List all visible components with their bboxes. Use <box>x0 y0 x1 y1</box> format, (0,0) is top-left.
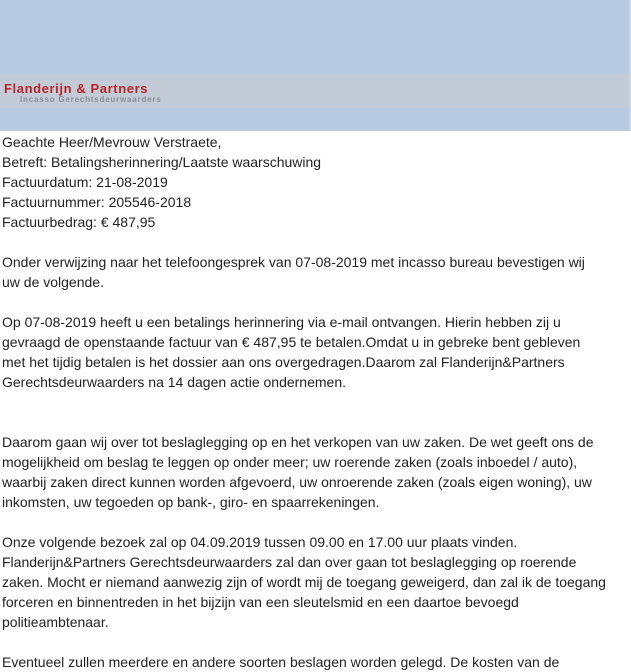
text-line: uw de volgende. <box>2 274 104 290</box>
text-line: Flanderijn&Partners Gerechtsdeurwaarders zal dan over gaan tot beslaglegging op roerende <box>2 554 577 570</box>
subject-line: Betreft: Betalingsherinnering/Laatste waarschuwing <box>2 154 322 170</box>
text-line: Onder verwijzing naar het telefoongesprek van 07-08-2019 met incasso bureau bevestigen wij <box>2 254 585 270</box>
text-line: met het tijdig betalen is het dossier aan ons overgedragen.Daarom zal Flanderijn&Partners <box>2 354 565 370</box>
header-banner <box>0 0 631 131</box>
invoice-number: Factuurnummer: 205546-2018 <box>2 194 192 210</box>
text-line: Op 07-08-2019 heeft u een betalings herinnering via e-mail ontvangen. Hierin hebben zij u <box>2 314 561 330</box>
invoice-date: Factuurdatum: 21-08-2019 <box>2 174 168 190</box>
text-line: politieambtenaar. <box>2 614 109 630</box>
text-line: waarbij zaken direct kunnen worden afgevoerd, uw onroerende zaken (zoals eigen woning), uw <box>2 474 592 490</box>
text-line: mogelijkheid om beslag te leggen op onder meer; uw roerende zaken (zoals inboedel / auto), <box>2 454 578 470</box>
text-line: Gerechtsdeurwaarders na 14 dagen actie ondernemen. <box>2 374 346 390</box>
invoice-amount: Factuurbedrag: € 487,95 <box>2 214 156 230</box>
text-line: inkomsten, uw tegoeden op bank-, giro- en spaarrekeningen. <box>2 494 380 510</box>
text-line: gevraagd de openstaande factuur van € 487,95 te betalen.Omdat u in gebreke bent gebleven <box>2 334 581 350</box>
company-logo <box>4 82 162 104</box>
logo-tagline: Incasso Gerechtsdeurwaarders <box>20 95 162 104</box>
text-line: Daarom gaan wij over tot beslaglegging op en het verkopen van uw zaken. De wet geeft ons de <box>2 434 594 450</box>
logo-name: Flanderijn & Partners <box>4 81 149 96</box>
text-line: Onze volgende bezoek zal op 04.09.2019 tussen 09.00 en 17.00 uur plaats vinden. <box>2 534 518 550</box>
letter-body <box>2 132 627 672</box>
text-line: forceren en binnentreden in het bijzijn van een sleutelsmid en een daartoe bevoegd <box>2 594 519 610</box>
text-line: zaken. Mocht er niemand aanwezig zijn of wordt mij de toegang geweigerd, dan zal ik de toegang <box>2 574 606 590</box>
salutation: Geachte Heer/Mevrouw Verstraete, <box>2 134 222 150</box>
text-line: Eventueel zullen meerdere en andere soorten beslagen worden gelegd. De kosten van de <box>2 654 560 670</box>
